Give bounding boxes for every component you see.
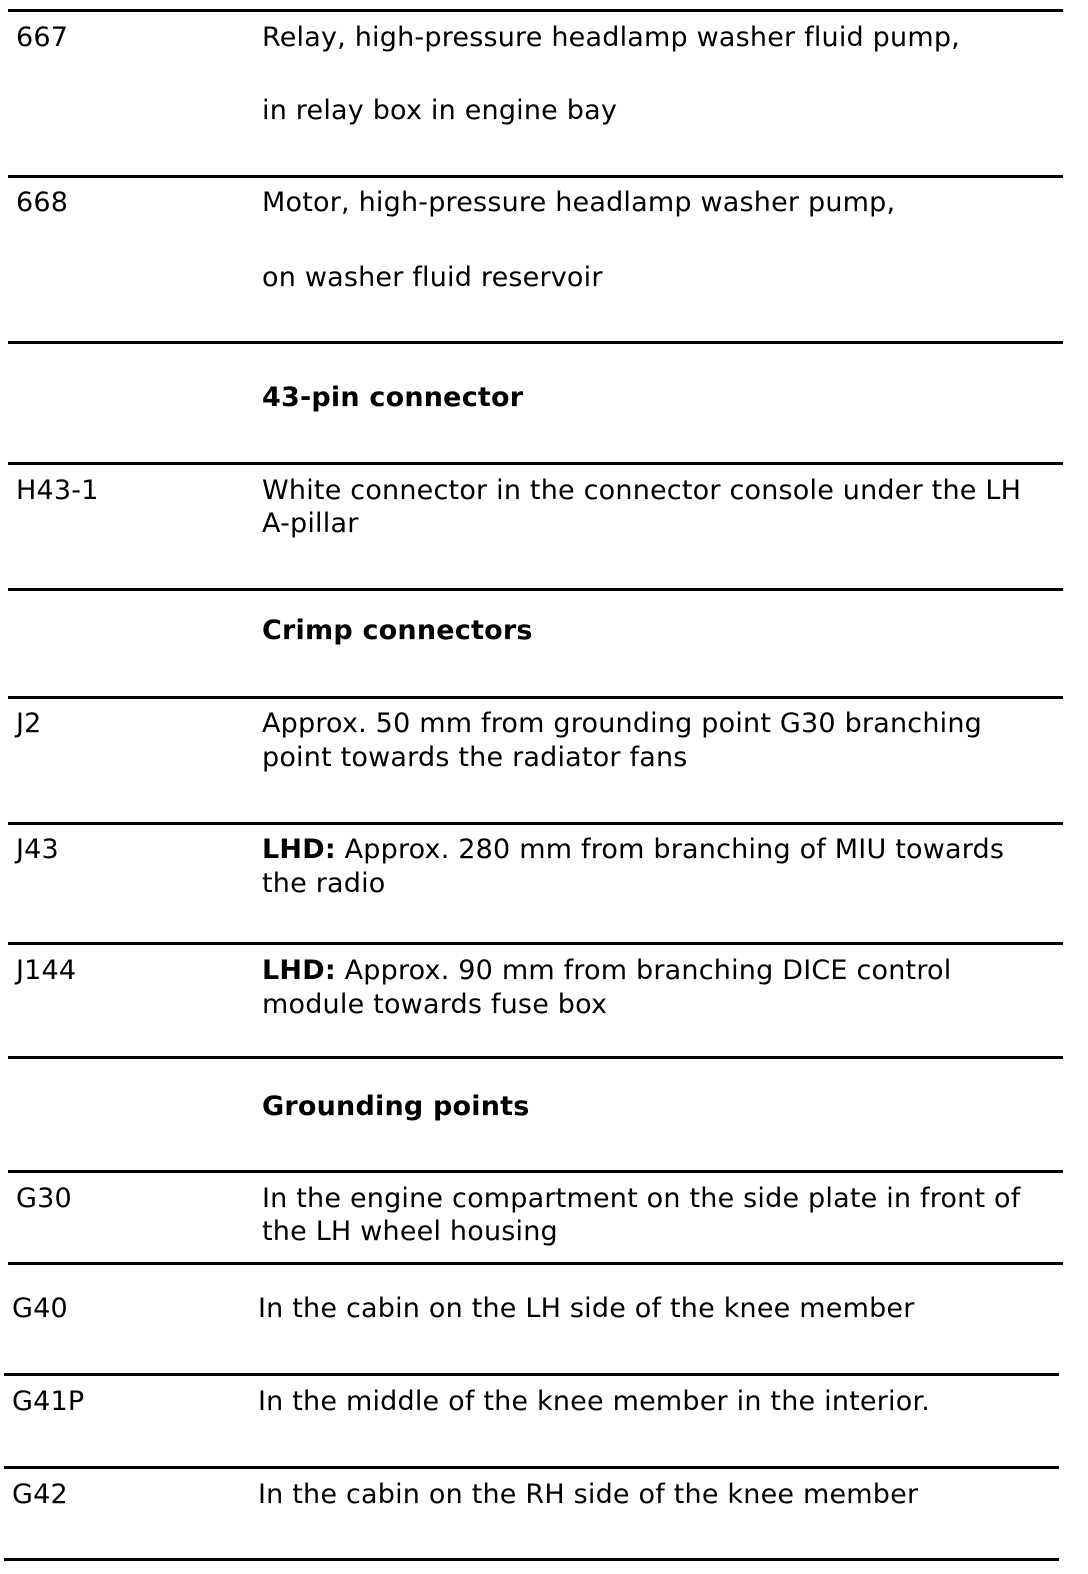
row-description-line1: In the middle of the knee member in the interior. (258, 1386, 931, 1417)
row-description-line1: Approx. 50 mm from grounding point G30 branching (262, 708, 982, 739)
row-code: G42 (12, 1479, 68, 1510)
section-heading: 43-pin connector (262, 382, 524, 413)
section-heading: Grounding points (262, 1091, 530, 1122)
table-rule (8, 9, 1063, 12)
table-rule (8, 341, 1063, 344)
row-code: G41P (12, 1386, 85, 1417)
row-code: J43 (16, 834, 59, 865)
table-rule (8, 462, 1063, 465)
table-rule (8, 1262, 1063, 1265)
row-description-line1: Relay, high-pressure headlamp washer fluid pump, (262, 22, 960, 53)
row-description-line2: module towards fuse box (262, 989, 608, 1020)
row-code: 668 (16, 187, 69, 218)
row-code: G30 (16, 1183, 72, 1214)
table-rule (8, 822, 1063, 825)
row-code: H43-1 (16, 475, 99, 506)
table-rule (8, 1170, 1063, 1173)
row-code: J144 (16, 955, 77, 986)
row-description-line1 (262, 833, 1004, 867)
row-description-line2: in relay box in engine bay (262, 95, 618, 126)
table-rule (4, 1558, 1059, 1561)
row-code: 667 (16, 22, 69, 53)
table-rule (8, 175, 1063, 178)
lhd-prefix: LHD: (262, 834, 336, 865)
row-description-line1: In the engine compartment on the side plate in front of (262, 1183, 1021, 1214)
table-rule (4, 1466, 1059, 1469)
row-description-line2: point towards the radiator fans (262, 742, 688, 773)
table-rule (8, 942, 1063, 945)
table-rule (4, 1373, 1059, 1376)
section-heading: Crimp connectors (262, 615, 533, 646)
row-description-text: Approx. 90 mm from branching DICE control (335, 955, 952, 986)
row-description-line2: the LH wheel housing (262, 1216, 558, 1247)
row-description-line1 (262, 954, 951, 988)
table-rule (8, 1056, 1063, 1059)
lhd-prefix: LHD: (262, 955, 336, 986)
row-code: G40 (12, 1293, 68, 1324)
row-description-line1: Motor, high-pressure headlamp washer pump, (262, 187, 896, 218)
row-description-line1: In the cabin on the LH side of the knee member (258, 1293, 915, 1324)
row-description-text: Approx. 280 mm from branching of MIU towards (335, 834, 1005, 865)
row-description-line1: White connector in the connector console under the LH (262, 475, 1022, 506)
row-description-line2: on washer fluid reservoir (262, 262, 603, 293)
row-description-line2: A-pillar (262, 508, 359, 539)
row-code: J2 (16, 708, 42, 739)
table-rule (8, 588, 1063, 591)
row-description-line1: In the cabin on the RH side of the knee member (258, 1479, 919, 1510)
row-description-line2: the radio (262, 868, 386, 899)
table-rule (8, 696, 1063, 699)
